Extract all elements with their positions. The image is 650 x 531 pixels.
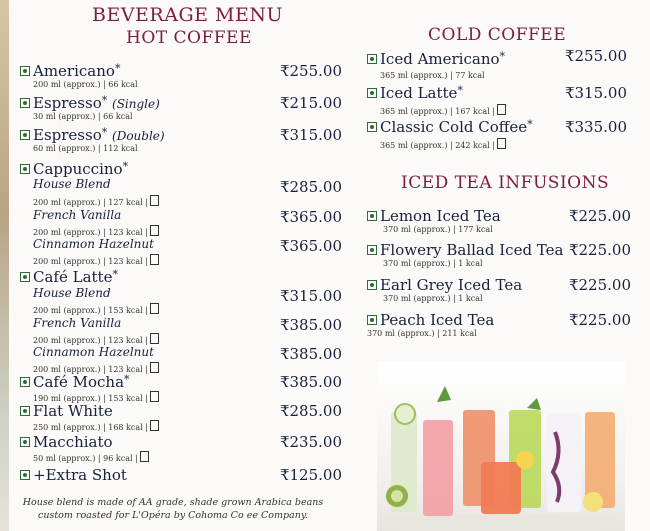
veg-icon <box>20 130 30 140</box>
variant-price: ₹385.00 <box>279 316 342 334</box>
cup-icon <box>150 362 159 373</box>
veg-icon <box>367 54 377 64</box>
item-name: Espresso <box>33 126 102 144</box>
variant-meta: 200 ml (approx.) | 123 kcal | <box>33 336 148 345</box>
star-mark: * <box>457 84 463 97</box>
item-price: ₹255.00 <box>279 62 342 80</box>
cup-icon <box>497 138 506 149</box>
item-price: ₹385.00 <box>279 373 342 391</box>
star-mark: * <box>112 268 118 281</box>
cup-icon <box>150 333 159 344</box>
variant-price: ₹315.00 <box>279 287 342 305</box>
item-name: Flat White <box>33 402 113 420</box>
variant-name: Cinnamon Hazelnut <box>33 237 154 251</box>
item-meta: 370 ml (approx.) | 1 kcal <box>383 294 483 303</box>
menu-item-cafe-latte <box>20 268 342 378</box>
item-name: +Extra Shot <box>33 466 127 484</box>
hot-coffee-heading: HOT COFFEE <box>126 28 252 48</box>
cup-icon <box>150 225 159 236</box>
item-name: Iced Latte <box>380 84 458 102</box>
cup-icon <box>497 104 506 115</box>
cup-icon <box>150 254 159 265</box>
item-name: Espresso <box>33 94 102 112</box>
variant-name: Cinnamon Hazelnut <box>33 345 154 359</box>
menu-item-americano <box>20 62 342 89</box>
menu-item-flowery-ballad-iced-tea <box>367 241 631 268</box>
variant-name: French Vanilla <box>33 208 122 222</box>
item-variant: (Double) <box>112 129 165 143</box>
item-meta: 365 ml (approx.) | 77 kcal <box>380 71 485 80</box>
variant-meta: 200 ml (approx.) | 123 kcal | <box>33 365 148 374</box>
item-name: Iced Americano <box>380 50 500 68</box>
veg-icon <box>20 406 30 416</box>
drinks-illustration <box>377 362 625 531</box>
item-price: ₹125.00 <box>279 466 342 484</box>
item-meta: 30 ml (approx.) | 66 kcal <box>33 112 133 121</box>
star-mark: * <box>122 160 129 173</box>
veg-icon <box>367 211 377 221</box>
item-meta: 190 ml (approx.) | 153 kcal | <box>33 394 148 403</box>
item-price: ₹315.00 <box>279 126 342 144</box>
item-variant: (Single) <box>112 97 160 111</box>
item-name: Lemon Iced Tea <box>380 207 501 225</box>
variant-name: French Vanilla <box>33 316 122 330</box>
variant-price: ₹285.00 <box>279 178 342 196</box>
item-name: Americano <box>33 62 115 80</box>
item-price: ₹235.00 <box>279 433 342 451</box>
item-meta: 250 ml (approx.) | 168 kcal | <box>33 423 148 432</box>
star-mark: * <box>101 126 108 139</box>
item-price: ₹225.00 <box>568 207 631 225</box>
item-name: Peach Iced Tea <box>380 311 495 329</box>
menu-item-extra-shot <box>20 466 342 486</box>
item-price: ₹225.00 <box>568 276 631 294</box>
veg-icon <box>20 66 30 76</box>
star-mark: * <box>124 373 130 386</box>
footnote-line-2: custom roasted for L'Opéra by Cohoma Co ee Company. <box>38 510 308 521</box>
menu-title: BEVERAGE MENU <box>92 4 283 26</box>
item-price: ₹225.00 <box>568 311 631 329</box>
variant-name: House Blend <box>33 286 111 300</box>
footnote <box>18 496 328 522</box>
item-meta: 50 ml (approx.) | 96 kcal | <box>33 454 138 463</box>
item-meta: 370 ml (approx.) | 211 kcal <box>367 329 477 338</box>
variant-price: ₹365.00 <box>279 208 342 226</box>
item-price: ₹315.00 <box>564 84 627 102</box>
variant-meta: 200 ml (approx.) | 123 kcal | <box>33 228 148 237</box>
item-meta: 365 ml (approx.) | 167 kcal | <box>380 107 495 116</box>
menu-item-classic-cold-coffee <box>367 118 627 150</box>
veg-icon <box>20 437 30 447</box>
veg-icon <box>367 245 377 255</box>
item-meta: 200 ml (approx.) | 66 kcal <box>33 80 138 89</box>
veg-icon <box>367 280 377 290</box>
star-mark: * <box>499 50 506 63</box>
item-price: ₹285.00 <box>279 402 342 420</box>
variant-meta: 200 ml (approx.) | 127 kcal | <box>33 198 148 207</box>
item-price: ₹215.00 <box>279 94 342 112</box>
item-name: Classic Cold Coffee <box>380 118 528 136</box>
veg-icon <box>20 470 30 480</box>
veg-icon <box>20 272 30 282</box>
veg-icon <box>20 98 30 108</box>
item-price: ₹255.00 <box>564 47 627 65</box>
menu-item-iced-latte <box>367 84 627 116</box>
item-name: Café Mocha <box>33 373 125 391</box>
item-name: Earl Grey Iced Tea <box>380 276 523 294</box>
menu-item-earl-grey-iced-tea <box>367 276 631 303</box>
menu-item-peach-iced-tea <box>367 311 631 338</box>
iced-tea-heading: ICED TEA INFUSIONS <box>401 173 610 193</box>
cold-coffee-heading: COLD COFFEE <box>428 25 567 45</box>
cup-icon <box>150 420 159 431</box>
item-meta: 365 ml (approx.) | 242 kcal | <box>380 141 495 150</box>
item-meta: 370 ml (approx.) | 1 kcal <box>383 259 483 268</box>
cup-icon <box>150 303 159 314</box>
veg-icon <box>367 122 377 132</box>
iced-drinks-photo <box>377 362 625 531</box>
item-meta: 60 ml (approx.) | 112 kcal <box>33 144 138 153</box>
item-name: Cappuccino <box>33 160 123 178</box>
star-mark: * <box>114 62 121 75</box>
item-name: Flowery Ballad Iced Tea <box>380 241 564 259</box>
star-mark: * <box>101 94 108 107</box>
menu-item-espresso-double <box>20 126 342 153</box>
menu-item-macchiato <box>20 433 342 463</box>
menu-item-flat-white <box>20 402 342 432</box>
item-price: ₹335.00 <box>564 118 627 136</box>
menu-item-iced-americano <box>367 47 627 80</box>
menu-item-cafe-mocha <box>20 373 342 403</box>
variant-price: ₹385.00 <box>279 345 342 363</box>
veg-icon <box>367 88 377 98</box>
variant-name: House Blend <box>33 177 111 191</box>
menu-item-cappuccino <box>20 160 342 270</box>
cup-icon <box>140 451 149 462</box>
menu-item-lemon-iced-tea <box>367 207 631 234</box>
item-name: Café Latte <box>33 268 113 286</box>
cup-icon <box>150 195 159 206</box>
footnote-line-1: House blend is made of AA grade, shade grown Arabica beans <box>22 497 324 508</box>
menu-item-espresso-single <box>20 94 342 121</box>
veg-icon <box>20 164 30 174</box>
veg-icon <box>20 377 30 387</box>
item-name: Macchiato <box>33 433 113 451</box>
veg-icon <box>367 315 377 325</box>
variant-meta: 200 ml (approx.) | 123 kcal | <box>33 257 148 266</box>
item-meta: 370 ml (approx.) | 177 kcal <box>383 225 493 234</box>
item-price: ₹225.00 <box>568 241 631 259</box>
left-edge-photo-strip <box>0 0 9 531</box>
variant-meta: 200 ml (approx.) | 153 kcal | <box>33 306 148 315</box>
variant-price: ₹365.00 <box>279 237 342 255</box>
cup-icon <box>150 391 159 402</box>
star-mark: * <box>527 118 533 131</box>
